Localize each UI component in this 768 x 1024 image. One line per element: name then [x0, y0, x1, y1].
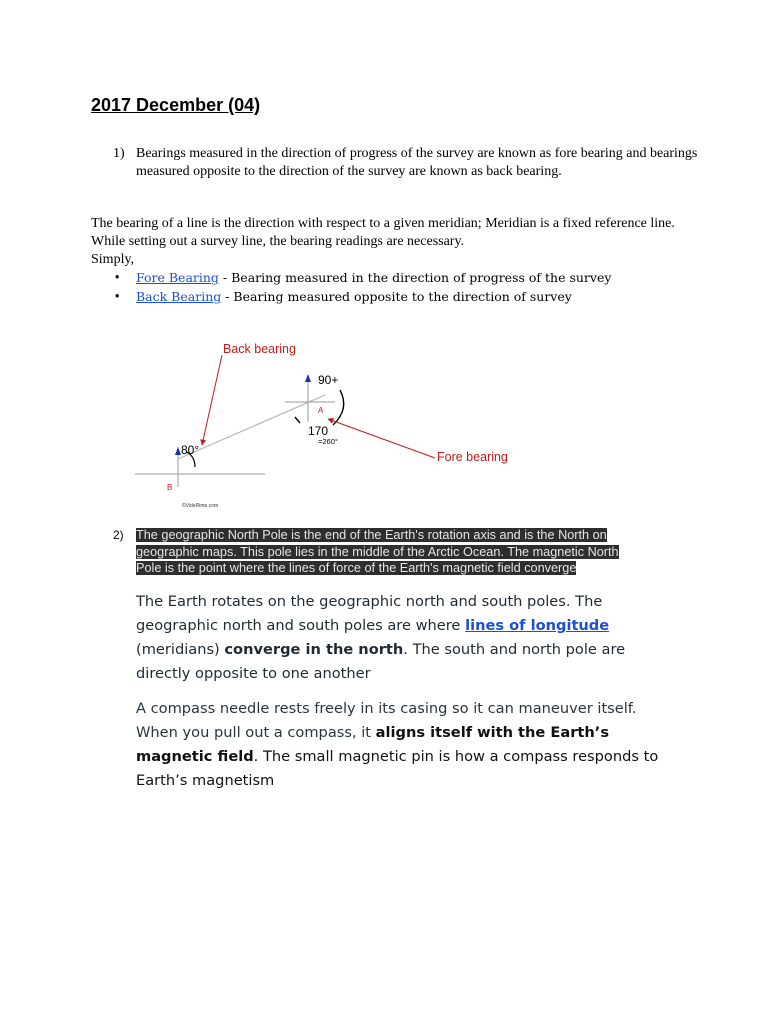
bullet-fore-bearing [115, 268, 611, 287]
bullet-dot-icon: • [115, 270, 120, 284]
diagram-watermark: ©VideRime.com [182, 503, 219, 509]
earth-bold-converge: converge in the north [224, 641, 404, 658]
bearing-paragraph [91, 215, 681, 269]
back-bearing-link[interactable]: Back Bearing [136, 289, 222, 304]
earth-rotation-paragraph [136, 590, 676, 686]
compass-bold-aligns: aligns itself with the Earth’s magnetic field [136, 724, 610, 765]
compass-text-1: A compass needle rests freely in its casing so it can maneuver itself. When you pull out a compass, it [136, 700, 637, 741]
point-b-label: B [167, 483, 173, 492]
earth-text-2: (meridians) [136, 641, 225, 658]
bearing-bullets [115, 268, 611, 306]
angle-90-label: 90+ [318, 373, 339, 387]
numbered-item-1 [113, 145, 703, 181]
bearing-diagram [135, 337, 510, 512]
lines-of-longitude-link[interactable]: lines of longitude [465, 617, 610, 634]
bullet-dot-icon: • [115, 289, 120, 303]
north-arrow-a-icon [305, 374, 311, 382]
north-pole-line-1: The geographic North Pole is the end of the Earth's rotation axis and is the North on [136, 528, 607, 542]
bullet-back-bearing [115, 287, 611, 306]
earth-text-3: . The south and north pole are directly opposite to one another [136, 641, 626, 682]
angle-arc-a [333, 390, 344, 425]
angle-80-label: 80° [181, 443, 200, 457]
point-a-label: A [318, 406, 324, 415]
earth-text-1: The Earth rotates on the geographic north and south poles. The geographic north and south poles are where [136, 593, 603, 634]
back-bearing-desc: - Bearing measured opposite to the direction of survey [221, 289, 572, 304]
item-1-text: Bearings measured in the direction of progress of the survey are known as fore bearing and bearings measured opposite to the direction of the survey are known as back bearing. [136, 146, 698, 179]
back-bearing-pointer [202, 355, 222, 445]
fore-bearing-desc: - Bearing measured in the direction of progress of the survey [218, 270, 612, 285]
page-heading: 2017 December (04) [91, 95, 261, 115]
bearing-definition: The bearing of a line is the direction with respect to a given meridian; Meridian is a fixed reference line. While setting out a survey line, the bearing readings are necessary. [91, 216, 675, 249]
item-1-marker: 1) [113, 146, 125, 161]
angle-tick-a [295, 417, 300, 423]
north-pole-line-2: geographic maps. This pole lies in the middle of the Arctic Ocean. The magnetic North [136, 544, 619, 559]
fore-bearing-label: Fore bearing [437, 450, 508, 464]
compass-text-2: . The small magnetic pin is how a compass responds to Earth’s magnetism [136, 748, 659, 789]
angle-260-label: =260° [318, 437, 338, 446]
fore-bearing-pointer [328, 419, 435, 458]
north-pole-line-3: Pole is the point where the lines of force of the Earth's magnetic field converge [136, 561, 577, 575]
survey-line [178, 395, 325, 459]
north-pole-highlight [136, 527, 652, 577]
simply-label: Simply, [91, 252, 135, 267]
angle-170-label: 170 [308, 424, 329, 438]
fore-bearing-link[interactable]: Fore Bearing [136, 270, 219, 285]
compass-paragraph [136, 697, 676, 793]
back-bearing-label: Back bearing [223, 342, 296, 356]
item-2-marker: 2) [113, 528, 124, 542]
